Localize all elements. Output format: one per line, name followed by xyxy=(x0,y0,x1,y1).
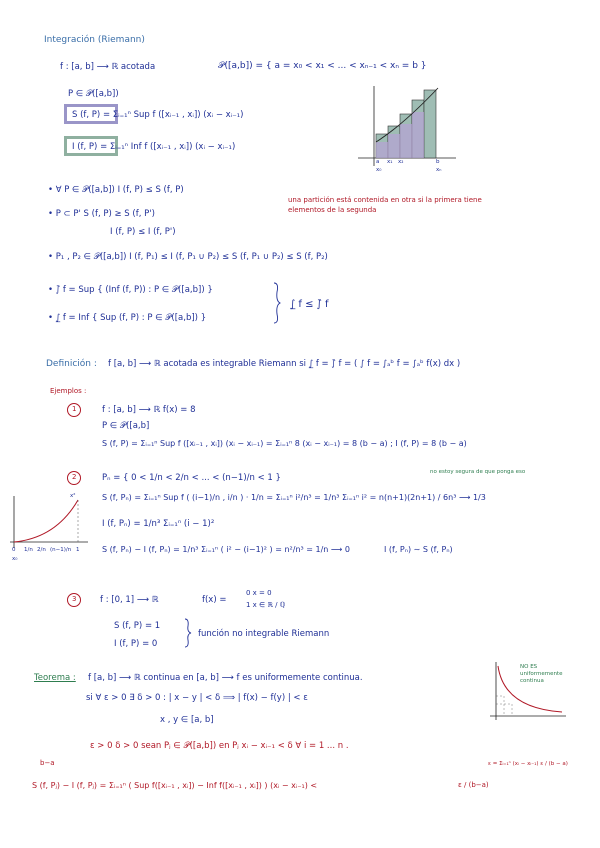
graph-x-squared-label: x² xyxy=(70,493,76,499)
example-3-lower: I (f, P) = 0 xyxy=(114,639,158,649)
example-2-line-1: Pₙ = { 0 < 1/n < 2/n < ... < (n−1)/n < 1 } xyxy=(102,473,281,483)
example-3-brace xyxy=(184,618,192,648)
theorem-label: Teorema : xyxy=(34,673,76,683)
property-2a: • P ⊂ P' S (f, P) ≥ S (f, P') xyxy=(48,209,155,219)
graph-tick-1n: 1/n xyxy=(24,547,33,553)
theorem-line-4: ε > 0 δ > 0 sean Pⱼ ∈ 𝒫([a,b]) en Pⱼ xᵢ − xᵢ₋₁ < δ ∀ i = 1 ... n . xyxy=(90,741,349,751)
example-3-number: 3 xyxy=(72,595,77,603)
example-1-line-3: S (f, P) = Σᵢ₌₁ⁿ Sup f ([xᵢ₋₁ , xᵢ]) (xᵢ − xᵢ₋₁) = Σᵢ₌₁ⁿ 8 (xᵢ − xᵢ₋₁) = 8 (b − a) ; I (f, P) = 8 (b − a) xyxy=(102,439,467,448)
property-1: • ∀ P ∈ 𝒫([a,b]) I (f, P) ≤ S (f, P) xyxy=(48,185,184,195)
example-1-line-2: P ∈ 𝒫([a,b] xyxy=(102,421,150,431)
b-minus-a-label: b−a xyxy=(40,759,55,767)
example-2-line-3: I (f, Pₙ) = 1/n³ Σᵢ₌₁ⁿ (i − 1)² xyxy=(102,519,215,529)
partition-note: una partición está contenida en otra si la primera tiene elementos de la segunda xyxy=(288,196,482,214)
graph-tick-1: 1 xyxy=(76,547,80,553)
graph-tick-0: 0 xyxy=(12,547,16,553)
header-line: f : [a, b] ⟶ ℝ acotada xyxy=(60,62,156,72)
example-3-case-2: 1 x ∈ ℝ / ℚ xyxy=(246,601,286,609)
examples-label: Ejemplos : xyxy=(50,387,87,395)
example-3-case-1: 0 x = 0 xyxy=(246,589,272,597)
example-2-number: 2 xyxy=(72,473,77,481)
graph-label-a: a xyxy=(376,159,380,165)
example-1-line-1: f : [a, b] ⟶ ℝ f(x) = 8 xyxy=(102,405,196,415)
graph-label-x2: x₂ xyxy=(398,159,404,165)
lower-sum-formula: I (f, P) = Σᵢ₌₁ⁿ Inf f ([xᵢ₋₁ , xᵢ]) (xᵢ − xᵢ₋₁) xyxy=(72,142,236,152)
example-3-upper: S (f, P) = 1 xyxy=(114,621,161,631)
x-squared-graph xyxy=(6,494,91,554)
theorem-end: ε = Σᵢ₌₁ⁿ (xᵢ − xᵢ₋₁) ε / (b − a) xyxy=(488,761,568,767)
graph-tick-n1n: (n−1)/n xyxy=(50,547,72,553)
graph-label-x1: x₁ xyxy=(387,159,393,165)
theorem-text: f [a, b] ⟶ ℝ continua en [a, b] ⟶ f es uniformemente continua. xyxy=(88,673,363,683)
partition-definition: 𝒫([a,b]) = { a = x₀ < x₁ < ... < xₙ₋₁ < xₙ = b } xyxy=(218,61,427,71)
example-2-line-2: S (f, Pₙ) = Σᵢ₌₁ⁿ Sup f ( (i−1)/n , i/n ) · 1/n = Σᵢ₌₁ⁿ i²/n³ = 1/n³ Σᵢ₌₁ⁿ i² = n(n+1)(2n+1) / 6n³ ⟶ 1/3 xyxy=(102,493,486,502)
graph-tick-x0: x₀ xyxy=(12,556,18,562)
integral-inequality: ∫̲ f ≤ ∫̄ f xyxy=(290,299,329,310)
example-2-line-4: S (f, Pₙ) − I (f, Pₙ) = 1/n³ Σᵢ₌₁ⁿ ( i² − (i−1)² ) = n²/n³ = 1/n ⟶ 0 xyxy=(102,545,351,554)
example-3-line-1: f : [0, 1] ⟶ ℝ xyxy=(100,595,159,605)
graph-label-xn: xₙ xyxy=(436,167,442,173)
graph-tick-2n: 2/n xyxy=(37,547,46,553)
example-2-line-4-end: I (f, Pₙ) ∼ S (f, Pₙ) xyxy=(384,545,453,554)
lower-integral-def: • ∫̲ f = Inf { Sup (f, P) : P ∈ 𝒫([a,b]) } xyxy=(48,313,207,323)
theorem-fraction: ε / (b−a) xyxy=(458,781,489,789)
example-3-fx: f(x) = xyxy=(202,595,227,605)
graph-label-x0: x₀ xyxy=(376,167,382,173)
example-3-note: función no integrable Riemann xyxy=(198,629,330,639)
uc-note: NO ES uniformemente continua xyxy=(520,664,563,685)
theorem-line-5: S (f, Pⱼ) − I (f, Pⱼ) = Σᵢ₌₁ⁿ ( Sup f([xᵢ₋₁ , xᵢ]) − Inf f([xᵢ₋₁ , xᵢ]) ) (xᵢ − xᵢ₋₁) < xyxy=(32,781,318,790)
page-title: Integración (Riemann) xyxy=(44,35,145,45)
definition-text: f [a, b] ⟶ ℝ acotada es integrable Riemann si ∫̲ f = ∫̄ f = ( ∫ f = ∫ₐᵇ f = ∫ₐᵇ f(x) dx ) xyxy=(108,359,461,369)
riemann-sum-graph xyxy=(348,80,458,170)
example-2-note: no estoy segura de que ponga eso xyxy=(430,469,526,475)
graph-label-b: b xyxy=(436,159,440,165)
property-3: • P₁ , P₂ ∈ 𝒫([a,b]) I (f, P₁) ≤ I (f, P₁ ∪ P₂) ≤ S (f, P₁ ∪ P₂) ≤ S (f, P₂) xyxy=(48,252,328,262)
theorem-line-2: si ∀ ε > 0 ∃ δ > 0 : | x − y | < δ ⟹ | f(x) − f(y) | < ε xyxy=(86,693,308,703)
property-2b: I (f, P) ≤ I (f, P') xyxy=(110,227,176,237)
uc-graph xyxy=(488,660,568,722)
definition-label: Definición : xyxy=(46,359,97,369)
upper-sum-formula: S (f, P) = Σᵢ₌₁ⁿ Sup f ([xᵢ₋₁ , xᵢ]) (xᵢ − xᵢ₋₁) xyxy=(72,110,244,120)
example-1-number: 1 xyxy=(72,405,77,413)
theorem-line-3: x , y ∈ [a, b] xyxy=(160,715,214,725)
brace xyxy=(272,282,282,324)
upper-integral-def: • ∫̄ f = Sup { (Inf (f, P)) : P ∈ 𝒫([a,b]) } xyxy=(48,285,213,295)
partition-membership: P ∈ 𝒫([a,b]) xyxy=(68,89,119,99)
